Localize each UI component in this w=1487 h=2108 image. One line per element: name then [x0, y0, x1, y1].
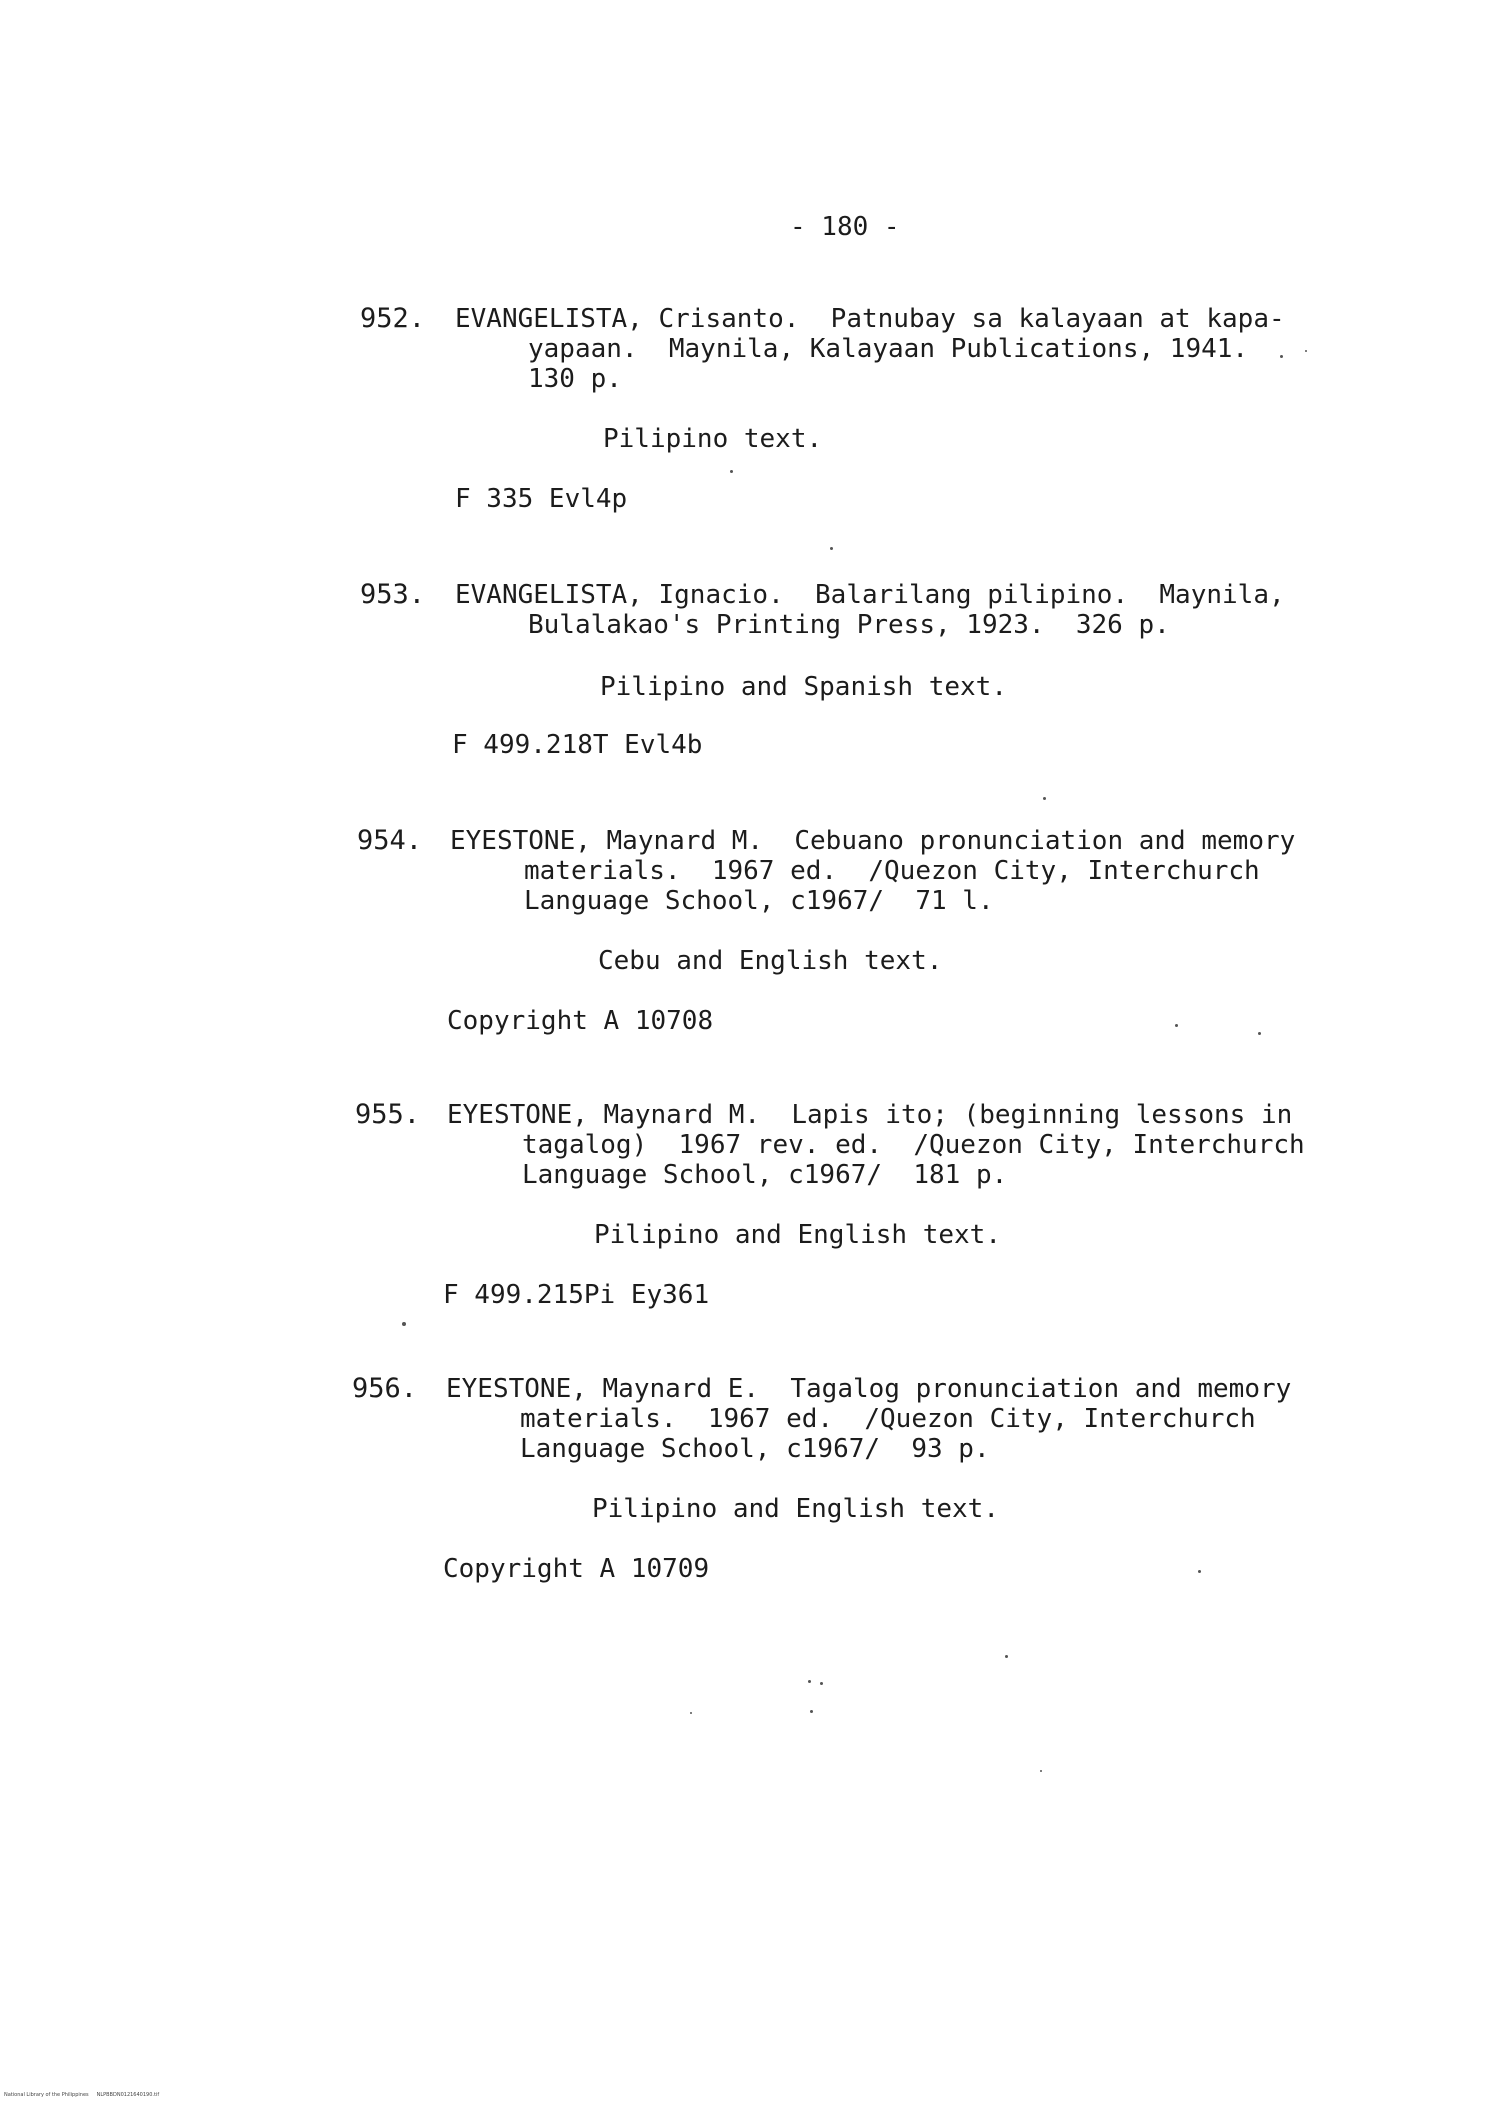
scan-footer-label: National Library of the Philippines NLPBBDN0121640190.tif	[4, 2092, 160, 2098]
scan-speck	[808, 1680, 811, 1683]
scan-speck	[1175, 1024, 1178, 1027]
scan-speck	[830, 547, 833, 550]
entry-line: EVANGELISTA, Ignacio. Balarilang pilipino. Maynila,	[455, 580, 1285, 610]
entry-line: EYESTONE, Maynard M. Cebuano pronunciation and memory	[450, 826, 1296, 856]
scan-speck	[1280, 355, 1283, 358]
entry-number: 953.	[360, 579, 426, 610]
scan-speck	[820, 1682, 823, 1685]
entry-line: EVANGELISTA, Crisanto. Patnubay sa kalayaan at kapa-	[455, 304, 1285, 334]
entry-line: yapaan. Maynila, Kalayaan Publications, 1941.	[528, 334, 1249, 364]
entry-language-note: Cebu and English text.	[598, 946, 943, 976]
entry-language-note: Pilipino and English text.	[594, 1220, 1001, 1250]
entry-line: 130 p.	[528, 364, 622, 394]
entry-call-number: F 499.218T Evl4b	[452, 730, 703, 760]
scan-speck	[690, 1712, 692, 1714]
entry-line: tagalog) 1967 rev. ed. /Quezon City, Interchurch	[522, 1130, 1305, 1160]
entry-call-number: Copyright A 10709	[443, 1554, 710, 1584]
entry-number: 955.	[355, 1099, 421, 1130]
scan-speck	[810, 1710, 813, 1713]
entry-line: materials. 1967 ed. /Quezon City, Interchurch	[524, 856, 1260, 886]
entry-language-note: Pilipino and English text.	[592, 1494, 999, 1524]
scan-speck	[1305, 350, 1307, 352]
scan-speck	[730, 470, 733, 473]
scan-speck	[1198, 1570, 1201, 1573]
scan-speck	[402, 1322, 406, 1326]
entry-call-number: F 499.215Pi Ey361	[443, 1280, 710, 1310]
entry-line: EYESTONE, Maynard M. Lapis ito; (beginning lessons in	[447, 1100, 1293, 1130]
entry-number: 954.	[357, 825, 423, 856]
entry-language-note: Pilipino text.	[603, 424, 823, 454]
entry-number: 956.	[352, 1373, 418, 1404]
entry-line: Language School, c1967/ 93 p.	[520, 1434, 990, 1464]
entry-number: 952.	[360, 303, 426, 334]
scan-speck	[1043, 797, 1046, 800]
entry-line: Bulalakao's Printing Press, 1923. 326 p.	[528, 610, 1170, 640]
scan-speck	[1040, 1770, 1042, 1772]
scan-speck	[1005, 1655, 1008, 1658]
scan-speck	[1258, 1032, 1261, 1035]
entry-line: materials. 1967 ed. /Quezon City, Interchurch	[520, 1404, 1256, 1434]
page-number: - 180 -	[790, 212, 900, 242]
entry-line: EYESTONE, Maynard E. Tagalog pronunciation and memory	[446, 1374, 1292, 1404]
entry-call-number: Copyright A 10708	[447, 1006, 714, 1036]
entry-line: Language School, c1967/ 181 p.	[522, 1160, 1008, 1190]
entry-language-note: Pilipino and Spanish text.	[600, 672, 1007, 702]
entry-line: Language School, c1967/ 71 l.	[524, 886, 994, 916]
entry-call-number: F 335 Evl4p	[455, 484, 628, 514]
